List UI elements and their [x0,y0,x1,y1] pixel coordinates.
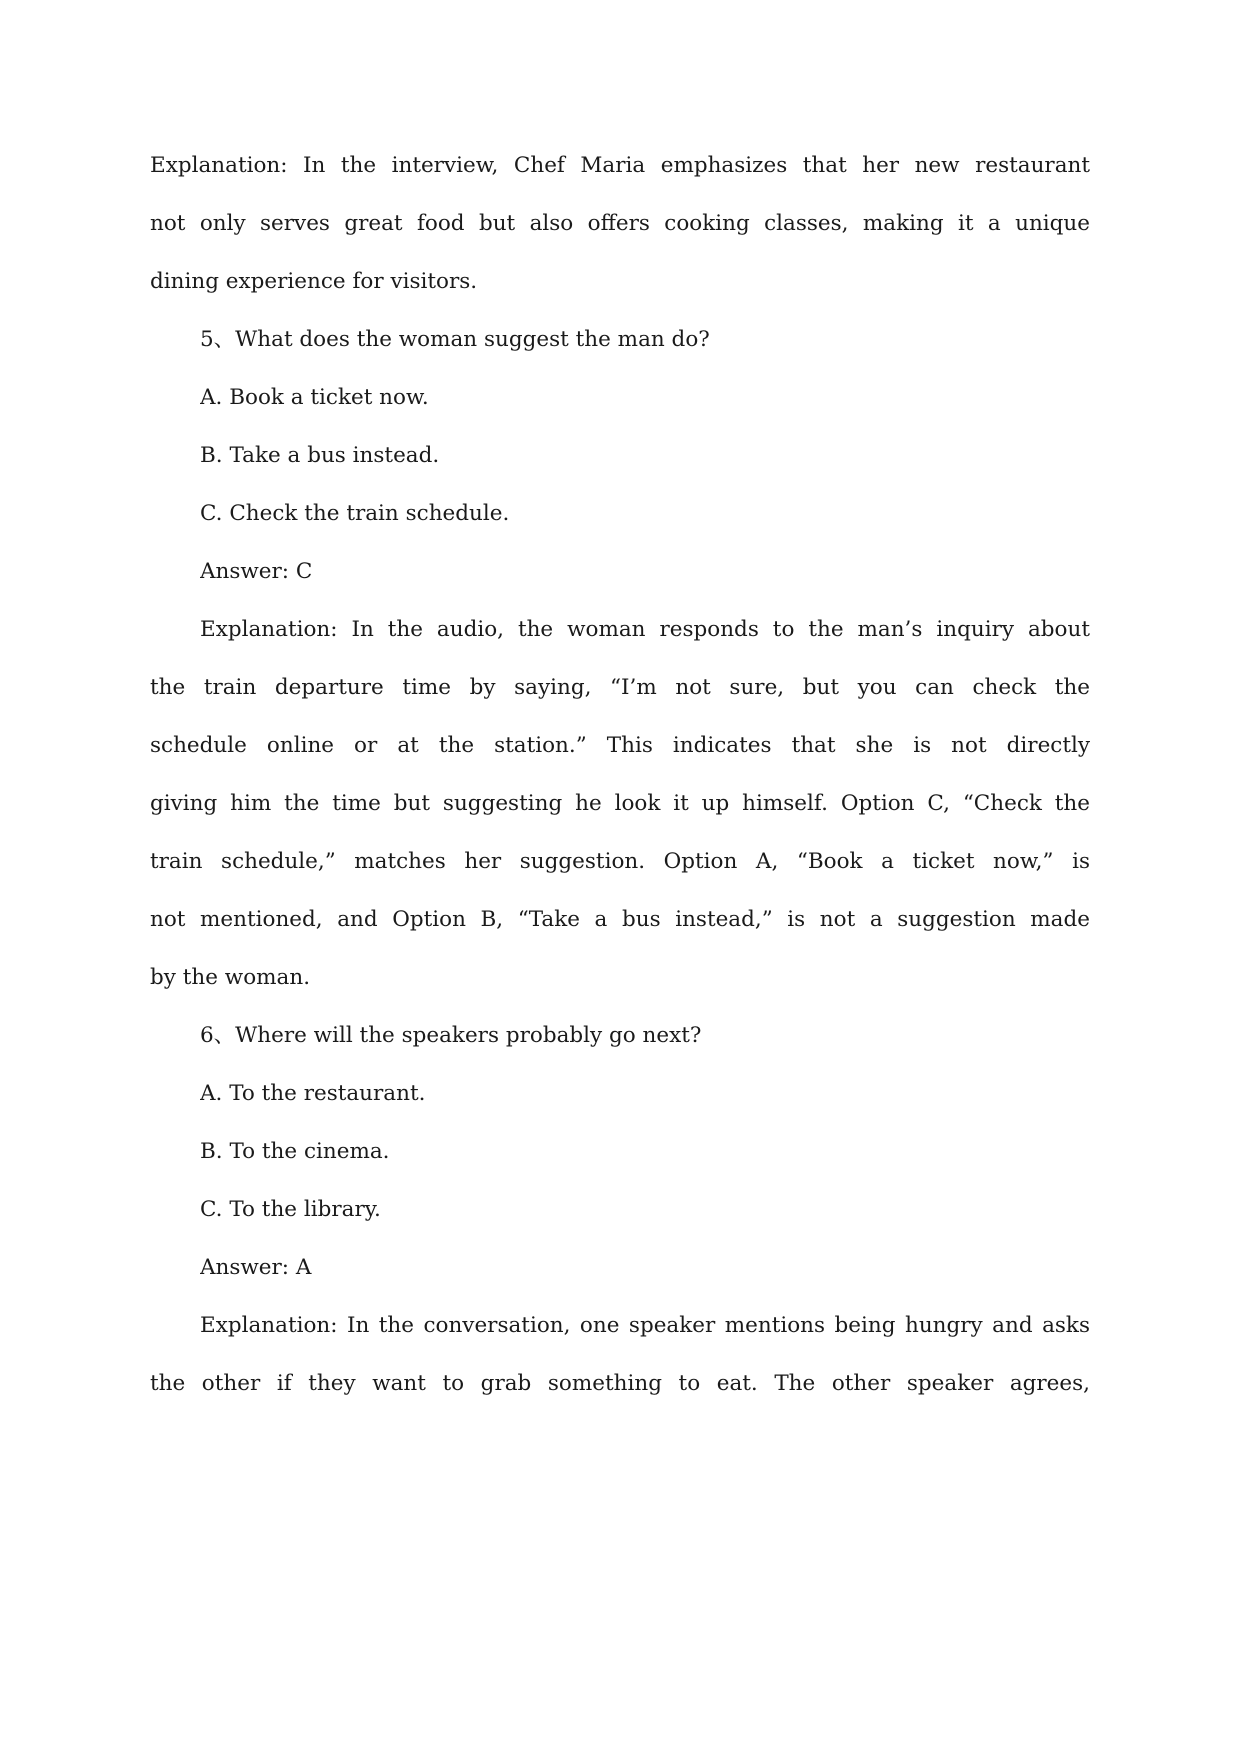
question-5-option-a: A. Book a ticket now. [200,385,429,410]
explanation-text-line: not only serves great food but also offers cooking classes, making it a unique [150,211,1090,236]
explanation-text-line: not mentioned, and Option B, “Take a bus instead,” is not a suggestion made [150,907,1090,932]
question-6-option-a: A. To the restaurant. [200,1081,426,1106]
explanation-text-line: the other if they want to grab something to eat. The other speaker agrees, [150,1371,1090,1396]
explanation-text-line: Explanation: In the audio, the woman responds to the man’s inquiry about [200,617,1090,642]
question-6-answer: Answer: A [200,1255,312,1280]
question-5-text: 5、What does the woman suggest the man do? [200,327,710,352]
explanation-text-line: giving him the time but suggesting he look it up himself. Option C, “Check the [150,791,1090,816]
explanation-text-line: by the woman. [150,965,311,990]
question-6-option-b: B. To the cinema. [200,1139,390,1164]
question-6-option-c: C. To the library. [200,1197,381,1222]
explanation-text-line: train schedule,” matches her suggestion. Option A, “Book a ticket now,” is [150,849,1090,874]
question-5-answer: Answer: C [200,559,313,584]
explanation-text-line: Explanation: In the conversation, one speaker mentions being hungry and asks [200,1313,1090,1338]
explanation-text-line: dining experience for visitors. [150,269,478,294]
question-5-option-c: C. Check the train schedule. [200,501,510,526]
question-6-text: 6、Where will the speakers probably go next? [200,1023,702,1048]
explanation-text-line: Explanation: In the interview, Chef Maria emphasizes that her new restaurant [150,153,1090,178]
explanation-text-line: the train departure time by saying, “I’m not sure, but you can check the [150,675,1090,700]
explanation-text-line: schedule online or at the station.” This indicates that she is not directly [150,733,1090,758]
question-5-option-b: B. Take a bus instead. [200,443,440,468]
